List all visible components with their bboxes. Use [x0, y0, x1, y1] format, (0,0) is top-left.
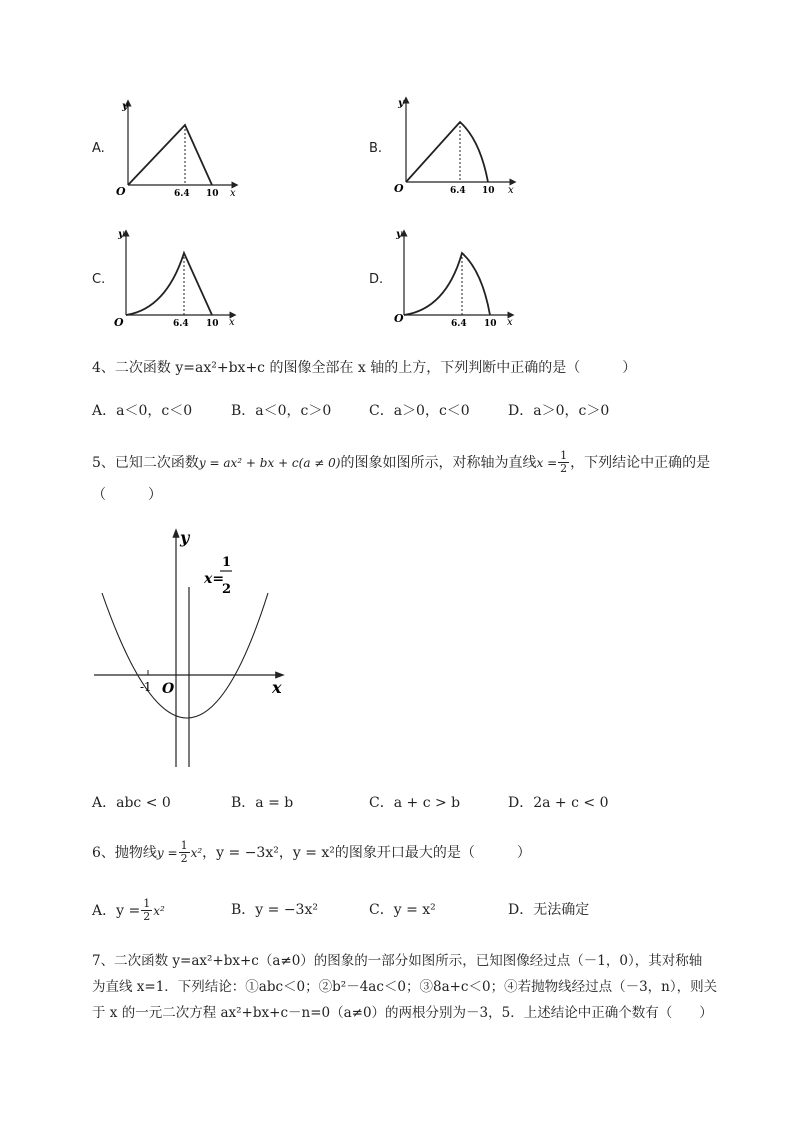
- q5-formula: y = ax² + bx + c(a ≠ 0): [198, 455, 341, 470]
- symmetry-label: x=: [204, 571, 225, 587]
- q6-option-c: C．y = x²: [369, 902, 436, 918]
- y-label: y: [180, 528, 190, 547]
- q7-line2: 为直线 x=1．下列结论：①abc＜0；②b²－4ac＜0；③8a+c＜0；④若抛物线经过点（－3，n），则关: [92, 979, 718, 995]
- q6-f1-fraction: [179, 840, 190, 865]
- end-label: 10: [482, 186, 495, 196]
- q5-option-a: A．abc < 0: [92, 795, 171, 811]
- q6-opt-a-num: 1: [143, 897, 151, 910]
- peak-label: 6.4: [173, 319, 189, 329]
- graph-a: [110, 95, 245, 200]
- q5-option-c: C．a + c > b: [369, 795, 461, 811]
- x-label: x: [508, 185, 514, 196]
- q6-opt-a-fraction: [141, 898, 152, 923]
- symmetry-den: 2: [222, 582, 232, 597]
- origin-label: O: [394, 182, 404, 195]
- q4-option-a: A．a＜0，c＜0: [92, 403, 193, 419]
- option-a-label: A.: [92, 141, 105, 156]
- curve: [404, 253, 490, 315]
- q6-f1: y =: [156, 845, 178, 860]
- q5-frac-den: 2: [560, 462, 568, 475]
- q6-stem: [92, 840, 531, 865]
- x-label: x: [230, 188, 236, 199]
- peak-label: 6.4: [450, 186, 466, 196]
- x-label: x: [229, 317, 235, 328]
- end-label: 10: [484, 319, 497, 329]
- q6-f1-num: 1: [180, 839, 188, 852]
- q4-stem: 4、二次函数 y=ax²+bx+c 的图像全部在 x 轴的上方，下列判断中正确的是（ ）: [92, 360, 637, 376]
- q5-stem-a: 5、已知二次函数: [92, 454, 199, 471]
- graph-d: [386, 225, 521, 335]
- q5-fraction: [558, 450, 569, 475]
- x-label: x: [272, 678, 282, 697]
- graph-b: [388, 92, 523, 197]
- end-label: 10: [206, 319, 219, 329]
- q5-parabola-graph: [90, 525, 290, 775]
- q6-option-a: [92, 898, 165, 923]
- q6-opt-a-tail: x²: [153, 903, 165, 918]
- y-label: y: [398, 98, 404, 109]
- q6-option-d: D．无法确定: [508, 902, 590, 918]
- peak-label: 6.4: [174, 189, 190, 199]
- q7-line1: 7、二次函数 y=ax²+bx+c（a≠0）的图象的一部分如图所示，已知图像经过点（－1，0），其对称轴: [92, 953, 703, 969]
- parabola-curve: [102, 593, 268, 718]
- q6-opt-a-prefix: A．y =: [92, 902, 141, 919]
- q5-frac-num: 1: [560, 449, 568, 462]
- origin-label: O: [162, 681, 175, 697]
- curve: [128, 125, 212, 185]
- curve: [126, 253, 212, 315]
- origin-label: O: [394, 312, 404, 325]
- q5-stem: [92, 450, 710, 475]
- end-label: 10: [206, 189, 219, 199]
- q7-line3: 于 x 的一元二次方程 ax²+bx+c－n=0（a≠0）的两根分别为－3，5．上述结论中正确个数有（ ）: [92, 1005, 713, 1021]
- q4-option-c: C．a＞0，c＜0: [369, 403, 470, 419]
- q5-option-d: D．2a + c < 0: [508, 795, 609, 811]
- q6-f1-tail: x²: [190, 845, 203, 860]
- q5-stem-b: 的图象如图所示，对称轴为直线: [340, 454, 537, 471]
- q5-option-b: B．a = b: [231, 795, 294, 811]
- option-c-label: C.: [92, 272, 106, 287]
- q6-stem-a: 6、抛物线: [92, 844, 157, 861]
- q6-option-b: B．y = −3x²: [231, 902, 318, 918]
- option-d-label: D.: [369, 272, 384, 287]
- y-label: y: [118, 229, 124, 240]
- neg1-label: -1: [140, 680, 152, 694]
- q5-axis-eq: x =: [536, 455, 558, 470]
- y-label: y: [122, 101, 128, 112]
- q6-opt-a-den: 2: [143, 910, 151, 923]
- q6-f1-den: 2: [180, 852, 188, 865]
- q4-option-d: D．a＞0，c＞0: [508, 403, 610, 419]
- symmetry-num: 1: [222, 555, 232, 570]
- y-label: y: [396, 229, 402, 240]
- q5-paren: （ ）: [92, 487, 162, 503]
- origin-label: O: [114, 316, 124, 329]
- peak-label: 6.4: [451, 319, 467, 329]
- q5-stem-c: ，下列结论中正确的是: [570, 454, 711, 471]
- origin-label: O: [116, 185, 126, 198]
- graph-c: [108, 225, 243, 335]
- x-label: x: [507, 317, 513, 328]
- curve: [406, 122, 488, 182]
- q4-option-b: B．a＜0，c＞0: [231, 403, 332, 419]
- q6-stem-mid: ，y = −3x²，y = x²的图象开口最大的是（ ）: [202, 844, 531, 861]
- option-b-label: B.: [369, 141, 383, 156]
